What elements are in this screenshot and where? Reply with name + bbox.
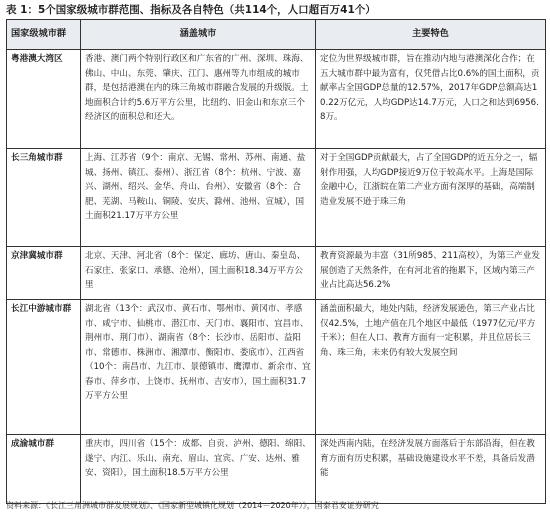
source-note: 资料来源：《长江三角洲城市群发展规划》、《国家新型城镇化规划（2014－2020年）》，国泰君安证券研究	[6, 501, 379, 510]
cluster-features: 涵盖面积最大，地处内陆，经济发展逊色，第三产业占比仅42.5%，土地产值在几个地区中最低（1977亿元/平方千米）；但在人口、教育方面有一定积累，并且位居长三角、珠三角，未来仍有较大发展空间	[316, 300, 546, 435]
cluster-name: 长江中游城市群	[7, 300, 81, 435]
cluster-cities: 湖北省（13个：武汉市、黄石市、鄂州市、黄冈市、孝感市、咸宁市、仙桃市、潜江市、天门市、襄阳市、宜昌市、荆州市、荆门市）、湖南省（8个：长沙市、岳阳市、益阳市、常德市、株洲市、湘潭市、衡阳市、娄底市）、江西省（10个：南昌市、九江市、景德镇市、鹰潭市、新余市、宜春市、萍乡市、上饶市、抚州市、吉安市），国土面积31.7万平方公里	[81, 300, 316, 435]
city-cluster-table	[6, 19, 546, 504]
table-row	[7, 50, 546, 149]
cluster-name: 京津冀城市群	[7, 247, 81, 300]
cluster-name: 粤港澳大湾区	[7, 50, 81, 149]
header-cities: 涵盖城市	[81, 20, 316, 50]
table-row	[7, 149, 546, 247]
table-row	[7, 247, 546, 300]
cluster-features: 教育资源最为丰富（31所985、211高校），为第三产业发展创造了天然条件，在有河北省的拖累下，区域内第三产业占比高达56.2%	[316, 247, 546, 300]
header-cluster: 国家级城市群	[7, 20, 81, 50]
cluster-name: 长三角城市群	[7, 149, 81, 247]
cluster-features: 对于全国GDP贡献最大，占了全国GDP的近五分之一，辐射作用强，人均GDP接近9万位于较高水平。上海是国际金融中心，江浙皖在第二产业方面有深厚的基础，高端制造业发展不逊于珠三角	[316, 149, 546, 247]
table-header-row	[7, 20, 546, 50]
table-title: 表 1：5个国家级城市群范围、指标及各自特色（共114个，人口超百万41个）	[6, 4, 376, 16]
cluster-features: 定位为世界级城市群，旨在推动内地与港澳深化合作；在五大城市群中最为富有，仅凭借占比0.6%的国土面积，贡献率占全国GDP总量的12.57%，2017年GDP总额高达10.22万亿元，人均GDP达14.7万元，人口之和达到6956.8万。	[316, 50, 546, 149]
cluster-cities: 香港、澳门两个特别行政区和广东省的广州、深圳、珠海、佛山、中山、东莞、肇庆、江门、惠州等九市组成的城市群，是包括港澳在内的珠三角城市群融合发展的升级版。土地面积合计约5.6万平方公里，比纽约、旧金山和东京三个经济区的面积总和还大。	[81, 50, 316, 149]
cluster-cities: 上海、江苏省（9个：南京、无锡、常州、苏州、南通、盐城、扬州、镇江、泰州）、浙江省（8个：杭州、宁波、嘉兴、湖州、绍兴、金华、舟山、台州）、安徽省（8个：合肥、芜湖、马鞍山、铜陵、安庆、滁州、池州、宣城），国土面积21.17万平方公里	[81, 149, 316, 247]
table-row	[7, 300, 546, 435]
table-row	[7, 435, 546, 504]
cluster-cities: 重庆市，四川省（15个：成都、自贡、泸州、德阳、绵阳、遂宁、内江、乐山、南充、眉山、宜宾、广安、达州、雅安、资阳），国土面积18.5万平方公里	[81, 435, 316, 504]
header-features: 主要特色	[316, 20, 546, 50]
cluster-features: 深处西南内陆，在经济发展方面落后于东部沿海，但在教育方面有历史积累，基础设施建设水平不差，具备后发潜能	[316, 435, 546, 504]
cluster-name: 成渝城市群	[7, 435, 81, 504]
cluster-cities: 北京、天津、河北省（8个：保定、廊坊、唐山、秦皇岛、石家庄、张家口、承德、沧州），国土面积18.34万平方公里	[81, 247, 316, 300]
